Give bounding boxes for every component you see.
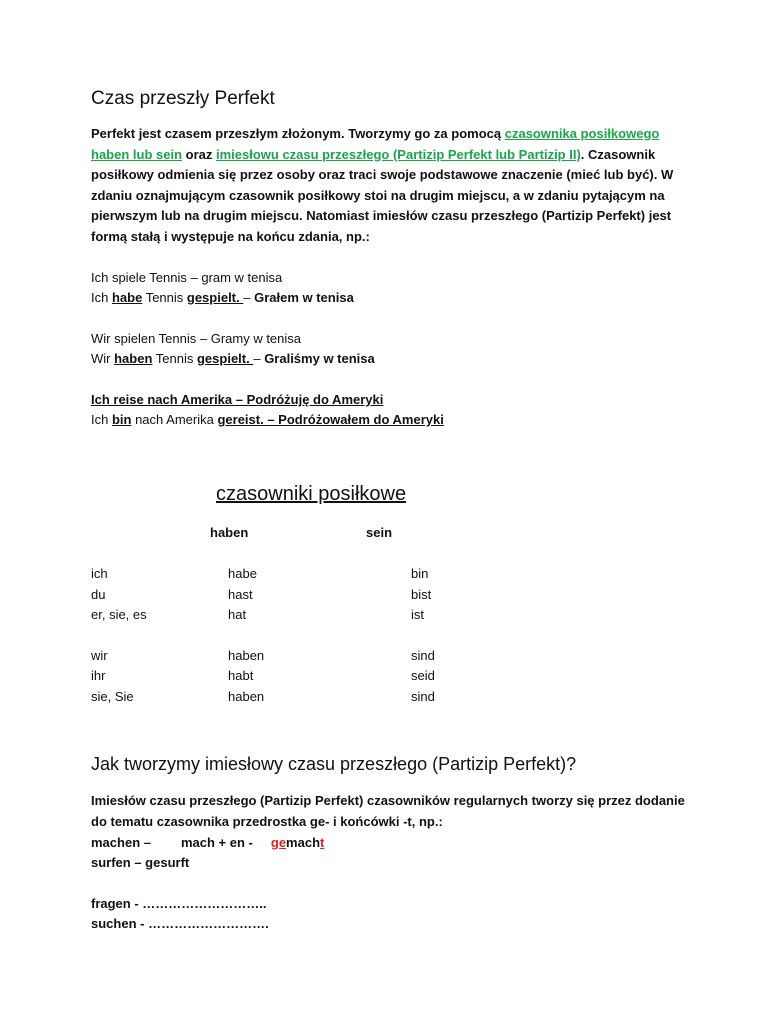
pronoun-cell: du <box>91 587 106 602</box>
pronoun-cell: er, sie, es <box>91 607 147 622</box>
aux-verbs-heading: czasowniki posiłkowe <box>216 483 407 505</box>
ex2-participle: gespielt. <box>196 351 254 366</box>
ex3-nach-amerika: nach Amerika <box>131 412 218 427</box>
pronoun-cell: wir <box>91 648 108 663</box>
haben-cell: hat <box>228 607 247 622</box>
example-2-perfekt <box>91 351 375 366</box>
partizip-heading: Jak tworzymy imiesłowy czasu przeszłego (Partizip Perfekt)? <box>91 754 577 774</box>
ex1-ich: Ich <box>91 290 112 305</box>
ex1-translation: Grałem w tenisa <box>254 290 354 305</box>
stem-mach: mach <box>286 835 321 850</box>
sein-cell: seid <box>411 668 435 683</box>
link-imieslow[interactable]: imiesłowu czasu przeszłego (Partizip Perfekt lub Partizip II) <box>215 146 581 162</box>
sein-cell: ist <box>411 607 424 622</box>
sein-cell: bin <box>411 566 429 581</box>
ex2-wir: Wir <box>91 351 115 366</box>
example-surfen: surfen – gesurft <box>91 855 190 870</box>
col-header-sein: sein <box>366 525 393 540</box>
ex3-participle-translation: gereist. – Podróżowałem do Ameryki <box>217 412 444 427</box>
example-1-perfekt <box>91 290 354 305</box>
example-2-present: Wir spielen Tennis – Gramy w tenisa <box>91 331 302 346</box>
ex2-aux: haben <box>114 351 153 366</box>
example-3-present: Ich reise nach Amerika – Podróżuję do Ameryki <box>91 392 384 407</box>
ex2-dash: – <box>253 351 265 366</box>
ex2-tennis: Tennis <box>152 351 197 366</box>
ex1-dash: – <box>243 290 255 305</box>
example-1-present: Ich spiele Tennis – gram w tenisa <box>91 270 283 285</box>
intro-text-1: Perfekt jest czasem przeszłym złożonym. Tworzymy go za pomocą <box>91 126 505 141</box>
link-czasownik-posilkowy[interactable]: czasownika posiłkowego haben lub sein <box>91 126 660 162</box>
exercise-fragen[interactable]: fragen - ……………………….. <box>91 896 267 911</box>
intro-text-2: oraz <box>182 146 216 162</box>
ex1-tennis: Tennis <box>142 290 187 305</box>
haben-cell: haben <box>228 689 265 704</box>
haben-cell: habt <box>228 668 254 683</box>
col-header-haben: haben <box>210 525 249 540</box>
intro-paragraph <box>91 124 691 248</box>
example-3-perfekt <box>91 412 444 427</box>
partizip-explanation: Imiesłów czasu przeszłego (Partizip Perfekt) czasowników regularnych tworzy się przez dodanie do tematu czasownika przedrostka ge- i końcówki -t, np.: <box>91 793 685 829</box>
machen-split: mach + en - <box>180 835 253 850</box>
haben-cell: habe <box>228 566 257 581</box>
intro-text-3: . Czasownik posiłkowy odmienia się przez osoby oraz traci swoje podstawowe znaczenie (mieć lub być). W zdaniu oznajmującym czasownik posiłkowy stoi na drugim miejscu, a w zdaniu pytającym na pierwszym lub na drugim miejscu. Natomiast imiesłów czasu przeszłego (Partizip Perfekt) jest formą stałą i występuje na końcu zdania, np.: <box>91 146 674 244</box>
exercise-suchen[interactable]: suchen - ………………………. <box>91 916 269 931</box>
machen-word: machen – <box>91 835 151 850</box>
pronoun-cell: sie, Sie <box>91 689 134 704</box>
prefix-ge: ge <box>270 835 287 850</box>
haben-cell: hast <box>228 587 253 602</box>
ex2-translation: Graliśmy w tenisa <box>264 351 375 366</box>
sein-cell: sind <box>411 689 435 704</box>
suffix-t: t <box>320 835 325 850</box>
ex1-aux: habe <box>111 290 143 305</box>
example-machen <box>91 835 324 850</box>
pronoun-cell: ihr <box>91 668 106 683</box>
sein-cell: sind <box>411 648 435 663</box>
ex1-participle: gespielt. <box>186 290 244 305</box>
sein-cell: bist <box>411 587 432 602</box>
pronoun-cell: ich <box>91 566 108 581</box>
ex3-aux: bin <box>111 412 132 427</box>
ex3-ich: Ich <box>91 412 112 427</box>
page-title: Czas przeszły Perfekt <box>91 88 275 109</box>
haben-cell: haben <box>228 648 265 663</box>
